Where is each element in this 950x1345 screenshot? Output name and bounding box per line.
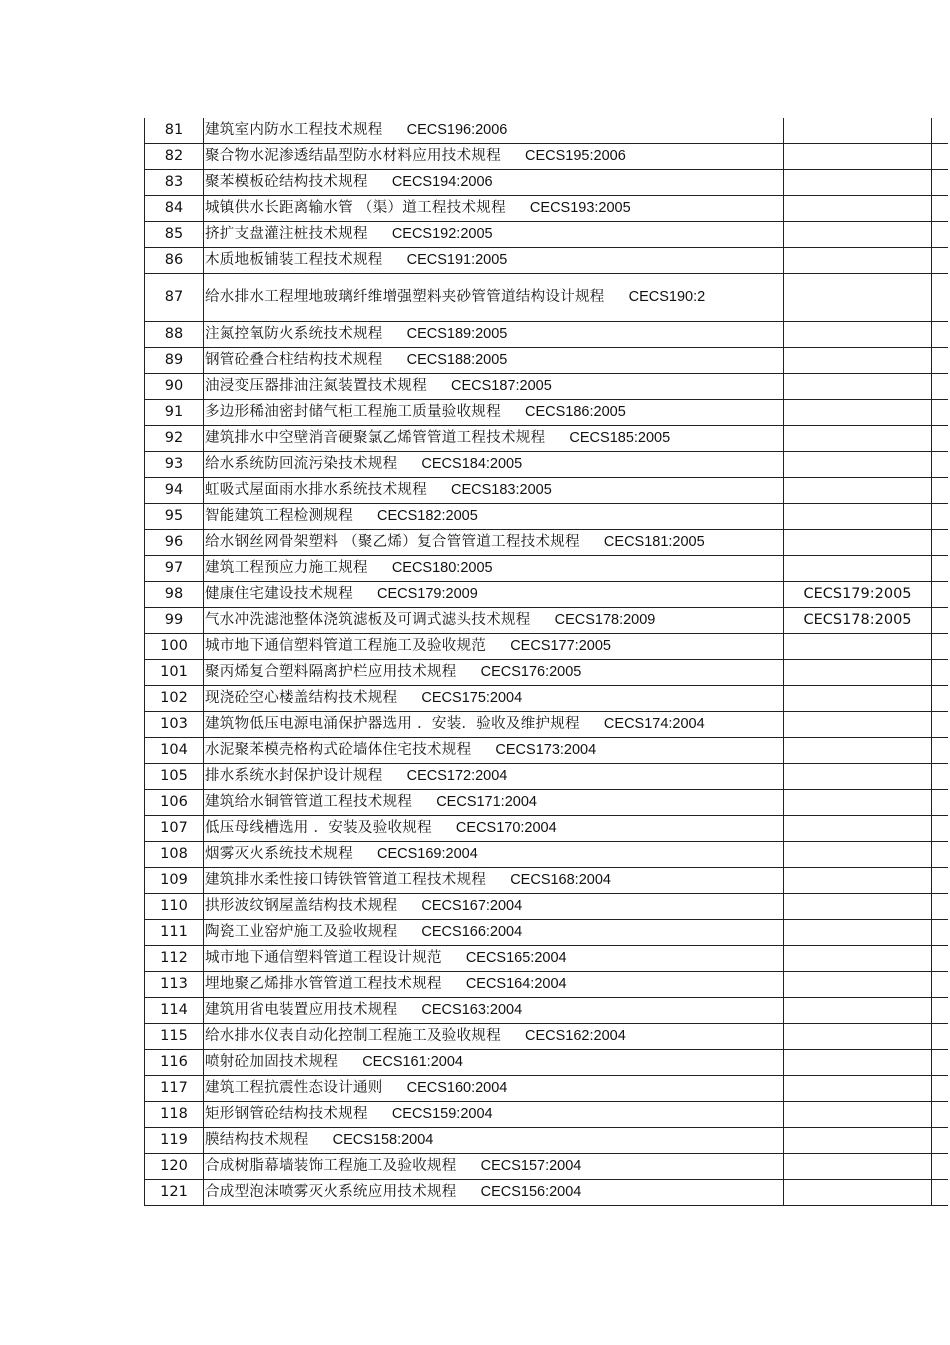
standard-code: CECS166:2004 (421, 924, 523, 940)
row-number: 119 (145, 1128, 204, 1154)
table-row (145, 946, 949, 972)
standard-title-cell (204, 842, 784, 868)
standard-code: CECS165:2004 (465, 950, 567, 966)
standard-title-cell (204, 452, 784, 478)
extra-cell (932, 1154, 949, 1180)
extra-cell (932, 374, 949, 400)
row-number: 99 (145, 608, 204, 634)
standard-title-cell (204, 1076, 784, 1102)
replaced-code-cell (784, 1076, 932, 1102)
replaced-code-cell (784, 170, 932, 196)
replaced-code-cell (784, 274, 932, 322)
replaced-code-cell (784, 248, 932, 274)
standard-title-cell (204, 348, 784, 374)
extra-cell (932, 816, 949, 842)
standard-name: 聚苯模板砼结构技术规程 (205, 174, 368, 190)
standard-name: 给水排水仪表自动化控制工程施工及验收规程 (205, 1028, 501, 1044)
extra-cell (932, 660, 949, 686)
extra-cell (932, 170, 949, 196)
standard-name: 现浇砼空心楼盖结构技术规程 (205, 690, 398, 706)
row-number: 118 (145, 1102, 204, 1128)
standard-name: 水泥聚苯模壳格构式砼墙体住宅技术规程 (205, 742, 472, 758)
standard-name: 合成型泡沫喷雾灭火系统应用技术规程 (205, 1184, 457, 1200)
standard-code: CECS178:2009 (554, 612, 656, 628)
standard-title-cell (204, 556, 784, 582)
standard-name: 合成树脂幕墙装饰工程施工及验收规程 (205, 1158, 457, 1174)
standard-code: CECS190:2 (628, 289, 706, 305)
extra-cell (932, 348, 949, 374)
table-row (145, 894, 949, 920)
standard-title-cell (204, 1102, 784, 1128)
table-row (145, 1050, 949, 1076)
standard-title-cell (204, 1050, 784, 1076)
replaced-code-cell (784, 972, 932, 998)
extra-cell (932, 920, 949, 946)
standard-code: CECS169:2004 (377, 846, 478, 862)
row-number: 115 (145, 1024, 204, 1050)
extra-cell (932, 248, 949, 274)
replaced-code-cell (784, 842, 932, 868)
standard-name: 气水冲洗滤池整体浇筑滤板及可调式滤头技术规程 (205, 612, 531, 628)
standard-code: CECS163:2004 (421, 1002, 523, 1018)
standard-title-cell (204, 608, 784, 634)
standard-code: CECS175:2004 (421, 690, 523, 706)
row-number: 109 (145, 868, 204, 894)
row-number: 91 (145, 400, 204, 426)
standard-code: CECS160:2004 (406, 1080, 508, 1096)
replaced-code-cell (784, 1180, 932, 1206)
table-row (145, 712, 949, 738)
standard-code: CECS182:2005 (377, 508, 478, 524)
standard-name: 建筑用省电装置应用技术规程 (205, 1002, 398, 1018)
standard-code: CECS180:2005 (391, 560, 493, 576)
row-number: 92 (145, 426, 204, 452)
extra-cell (932, 998, 949, 1024)
replaced-code-cell (784, 764, 932, 790)
standard-title-cell (204, 712, 784, 738)
row-number: 106 (145, 790, 204, 816)
standard-name: 陶瓷工业窑炉施工及验收规程 (205, 924, 398, 940)
standard-code: CECS176:2005 (480, 664, 582, 680)
standard-name: 建筑室内防水工程技术规程 (205, 122, 383, 138)
standard-code: CECS159:2004 (391, 1106, 493, 1122)
extra-cell (932, 530, 949, 556)
standard-title-cell (204, 790, 784, 816)
replaced-code-cell (784, 348, 932, 374)
standard-name: 城市地下通信塑料管道工程施工及验收规范 (205, 638, 487, 654)
standard-code: CECS158:2004 (332, 1132, 434, 1148)
standard-title-cell (204, 660, 784, 686)
table-row (145, 582, 949, 608)
standard-code: CECS189:2005 (406, 326, 508, 342)
standard-title-cell (204, 1024, 784, 1050)
standard-code: CECS157:2004 (480, 1158, 582, 1174)
replaced-code-cell: CECS179:2005 (784, 582, 932, 608)
table-row (145, 1128, 949, 1154)
standard-name: 膜结构技术规程 (205, 1132, 309, 1148)
standard-name: 虹吸式屋面雨水排水系统技术规程 (205, 482, 427, 498)
extra-cell (932, 1128, 949, 1154)
row-number: 84 (145, 196, 204, 222)
row-number: 116 (145, 1050, 204, 1076)
replaced-code-cell (784, 222, 932, 248)
table-row (145, 1102, 949, 1128)
row-number: 81 (145, 118, 204, 144)
row-number: 117 (145, 1076, 204, 1102)
table-row (145, 196, 949, 222)
extra-cell (932, 118, 949, 144)
row-number: 93 (145, 452, 204, 478)
standard-title-cell (204, 894, 784, 920)
replaced-code-cell (784, 196, 932, 222)
replaced-code-cell (784, 946, 932, 972)
table-row (145, 868, 949, 894)
standard-title-cell (204, 374, 784, 400)
table-row (145, 738, 949, 764)
replaced-code-cell (784, 894, 932, 920)
standard-name: 拱形波纹钢屋盖结构技术规程 (205, 898, 398, 914)
table-row (145, 426, 949, 452)
replaced-code-cell (784, 144, 932, 170)
standard-name: 喷射砼加固技术规程 (205, 1054, 339, 1070)
extra-cell (932, 894, 949, 920)
table-row (145, 504, 949, 530)
standard-code: CECS191:2005 (406, 252, 508, 268)
table-row (145, 764, 949, 790)
standard-title-cell (204, 634, 784, 660)
extra-cell (932, 686, 949, 712)
standard-title-cell (204, 426, 784, 452)
extra-cell (932, 738, 949, 764)
table-row (145, 556, 949, 582)
extra-cell (932, 946, 949, 972)
row-number: 95 (145, 504, 204, 530)
extra-cell (932, 274, 949, 322)
standard-title-cell (204, 144, 784, 170)
table-row (145, 170, 949, 196)
table-row (145, 374, 949, 400)
standard-name: 建筑工程抗震性态设计通则 (205, 1080, 383, 1096)
replaced-code-cell (784, 920, 932, 946)
standard-title-cell (204, 118, 784, 144)
table-row (145, 144, 949, 170)
table-row (145, 348, 949, 374)
replaced-code-cell (784, 660, 932, 686)
extra-cell (932, 842, 949, 868)
extra-cell (932, 400, 949, 426)
row-number: 82 (145, 144, 204, 170)
table-row (145, 222, 949, 248)
replaced-code-cell (784, 1102, 932, 1128)
extra-cell (932, 972, 949, 998)
standard-name: 油浸变压器排油注氮装置技术规程 (205, 378, 427, 394)
standard-code: CECS196:2006 (406, 122, 508, 138)
row-number: 103 (145, 712, 204, 738)
row-number: 88 (145, 322, 204, 348)
standard-name: 木质地板铺装工程技术规程 (205, 252, 383, 268)
standard-code: CECS179:2009 (377, 586, 478, 602)
table-row (145, 660, 949, 686)
row-number: 90 (145, 374, 204, 400)
standard-code: CECS188:2005 (406, 352, 508, 368)
standard-code: CECS195:2006 (525, 148, 626, 164)
standard-code: CECS181:2005 (603, 534, 705, 550)
standard-code: CECS184:2005 (421, 456, 523, 472)
standard-name: 城镇供水长距离输水管 （渠）道工程技术规程 (205, 200, 506, 216)
standard-title-cell (204, 478, 784, 504)
replaced-code-cell (784, 790, 932, 816)
standard-title-cell (204, 1154, 784, 1180)
standard-title-cell (204, 530, 784, 556)
row-number: 113 (145, 972, 204, 998)
row-number: 97 (145, 556, 204, 582)
standard-code: CECS186:2005 (525, 404, 626, 420)
standard-code: CECS177:2005 (510, 638, 611, 654)
table-row (145, 1024, 949, 1050)
standard-title-cell (204, 920, 784, 946)
standard-code: CECS162:2004 (525, 1028, 626, 1044)
replaced-code-cell (784, 868, 932, 894)
extra-cell (932, 556, 949, 582)
replaced-code-cell (784, 712, 932, 738)
table-row (145, 634, 949, 660)
row-number: 120 (145, 1154, 204, 1180)
standard-name: 建筑物低压电源电涌保护器选用 ．安装．验收及维护规程 (205, 716, 580, 732)
table-row (145, 118, 949, 144)
standard-name: 建筑工程预应力施工规程 (205, 560, 368, 576)
standard-name: 建筑给水铜管管道工程技术规程 (205, 794, 413, 810)
replaced-code-cell (784, 426, 932, 452)
replaced-code-cell (784, 1050, 932, 1076)
standard-name: 建筑排水中空壁消音硬聚氯乙烯管管道工程技术规程 (205, 430, 546, 446)
standard-code: CECS156:2004 (480, 1184, 582, 1200)
standards-table (144, 118, 948, 1206)
standard-code: CECS168:2004 (510, 872, 611, 888)
extra-cell (932, 608, 949, 634)
table-row (145, 1154, 949, 1180)
standard-name: 低压母线槽选用 ．安装及验收规程 (205, 820, 432, 836)
row-number: 86 (145, 248, 204, 274)
table-row (145, 920, 949, 946)
standard-code: CECS173:2004 (495, 742, 597, 758)
row-number: 104 (145, 738, 204, 764)
extra-cell (932, 322, 949, 348)
standard-code: CECS167:2004 (421, 898, 523, 914)
row-number: 111 (145, 920, 204, 946)
standard-name: 聚合物水泥渗透结晶型防水材料应用技术规程 (205, 148, 501, 164)
standard-title-cell (204, 686, 784, 712)
standard-code: CECS161:2004 (362, 1054, 463, 1070)
standard-title-cell (204, 170, 784, 196)
replaced-code-cell (784, 400, 932, 426)
table-row (145, 248, 949, 274)
replaced-code-cell (784, 478, 932, 504)
standard-name: 给水钢丝网骨架塑料 （聚乙烯）复合管管道工程技术规程 (205, 534, 580, 550)
table-row (145, 1180, 949, 1206)
extra-cell (932, 868, 949, 894)
table-row (145, 322, 949, 348)
standard-code: CECS187:2005 (451, 378, 552, 394)
replaced-code-cell (784, 998, 932, 1024)
standards-table-body (145, 118, 949, 1206)
standard-code: CECS172:2004 (406, 768, 508, 784)
standard-title-cell (204, 582, 784, 608)
replaced-code-cell (784, 816, 932, 842)
replaced-code-cell (784, 634, 932, 660)
standard-code: CECS170:2004 (455, 820, 557, 836)
extra-cell (932, 764, 949, 790)
standard-title-cell (204, 222, 784, 248)
standard-code: CECS174:2004 (603, 716, 705, 732)
row-number: 102 (145, 686, 204, 712)
standard-name: 聚丙烯复合塑料隔离护栏应用技术规程 (205, 664, 457, 680)
extra-cell (932, 478, 949, 504)
row-number: 83 (145, 170, 204, 196)
standard-name: 智能建筑工程检测规程 (205, 508, 353, 524)
replaced-code-cell (784, 686, 932, 712)
replaced-code-cell (784, 556, 932, 582)
replaced-code-cell (784, 738, 932, 764)
standard-name: 埋地聚乙烯排水管管道工程技术规程 (205, 976, 442, 992)
extra-cell (932, 504, 949, 530)
standard-title-cell (204, 816, 784, 842)
standard-name: 多边形稀油密封储气柜工程施工质量验收规程 (205, 404, 501, 420)
table-row (145, 790, 949, 816)
table-row (145, 686, 949, 712)
standard-title-cell (204, 1128, 784, 1154)
row-number: 98 (145, 582, 204, 608)
standard-code: CECS185:2005 (569, 430, 671, 446)
replaced-code-cell (784, 504, 932, 530)
standard-code: CECS164:2004 (465, 976, 567, 992)
row-number: 87 (145, 274, 204, 322)
table-row (145, 478, 949, 504)
replaced-code-cell (784, 1128, 932, 1154)
standard-title-cell (204, 196, 784, 222)
standard-title-cell (204, 972, 784, 998)
row-number: 112 (145, 946, 204, 972)
replaced-code-cell (784, 530, 932, 556)
replaced-code-cell (784, 1154, 932, 1180)
row-number: 105 (145, 764, 204, 790)
standard-code: CECS171:2004 (436, 794, 537, 810)
replaced-code-cell (784, 452, 932, 478)
standard-name: 注氮控氧防火系统技术规程 (205, 326, 383, 342)
table-row (145, 274, 949, 322)
replaced-code-cell (784, 374, 932, 400)
table-row (145, 842, 949, 868)
extra-cell (932, 712, 949, 738)
replaced-code-cell (784, 322, 932, 348)
standard-title-cell (204, 998, 784, 1024)
replaced-code-cell: CECS178:2005 (784, 608, 932, 634)
standard-name: 排水系统水封保护设计规程 (205, 768, 383, 784)
extra-cell (932, 1024, 949, 1050)
standard-name: 钢管砼叠合柱结构技术规程 (205, 352, 383, 368)
row-number: 108 (145, 842, 204, 868)
extra-cell (932, 1050, 949, 1076)
table-row (145, 530, 949, 556)
standard-name: 建筑排水柔性接口铸铁管管道工程技术规程 (205, 872, 487, 888)
extra-cell (932, 452, 949, 478)
standard-name: 挤扩支盘灌注桩技术规程 (205, 226, 368, 242)
standard-name: 城市地下通信塑料管道工程设计规范 (205, 950, 442, 966)
row-number: 94 (145, 478, 204, 504)
table-row (145, 608, 949, 634)
standard-title-cell (204, 504, 784, 530)
standard-title-cell (204, 764, 784, 790)
row-number: 114 (145, 998, 204, 1024)
table-row (145, 816, 949, 842)
standard-name: 矩形钢管砼结构技术规程 (205, 1106, 368, 1122)
extra-cell (932, 582, 949, 608)
replaced-code-cell (784, 118, 932, 144)
row-number: 89 (145, 348, 204, 374)
row-number: 110 (145, 894, 204, 920)
table-row (145, 400, 949, 426)
standard-name: 健康住宅建设技术规程 (205, 586, 353, 602)
standard-name: 给水系统防回流污染技术规程 (205, 456, 398, 472)
standard-code: CECS193:2005 (529, 200, 631, 216)
row-number: 100 (145, 634, 204, 660)
extra-cell (932, 426, 949, 452)
row-number: 107 (145, 816, 204, 842)
table-row (145, 1076, 949, 1102)
table-row (145, 972, 949, 998)
row-number: 121 (145, 1180, 204, 1206)
standard-title-cell (204, 738, 784, 764)
extra-cell (932, 1102, 949, 1128)
row-number: 96 (145, 530, 204, 556)
extra-cell (932, 1076, 949, 1102)
standard-name: 给水排水工程埋地玻璃纤维增强塑料夹砂管管道结构设计规程 (205, 289, 605, 305)
extra-cell (932, 1180, 949, 1206)
standard-title-cell (204, 274, 784, 322)
standard-code: CECS183:2005 (451, 482, 552, 498)
extra-cell (932, 196, 949, 222)
standard-title-cell (204, 946, 784, 972)
standard-code: CECS194:2006 (391, 174, 493, 190)
extra-cell (932, 222, 949, 248)
standard-name: 烟雾灭火系统技术规程 (205, 846, 353, 862)
standard-title-cell (204, 322, 784, 348)
standard-title-cell (204, 1180, 784, 1206)
row-number: 101 (145, 660, 204, 686)
extra-cell (932, 144, 949, 170)
standard-title-cell (204, 868, 784, 894)
extra-cell (932, 790, 949, 816)
replaced-code-cell (784, 1024, 932, 1050)
table-row (145, 998, 949, 1024)
standard-code: CECS192:2005 (391, 226, 493, 242)
row-number: 85 (145, 222, 204, 248)
table-row (145, 452, 949, 478)
standard-title-cell (204, 400, 784, 426)
standard-title-cell (204, 248, 784, 274)
extra-cell (932, 634, 949, 660)
